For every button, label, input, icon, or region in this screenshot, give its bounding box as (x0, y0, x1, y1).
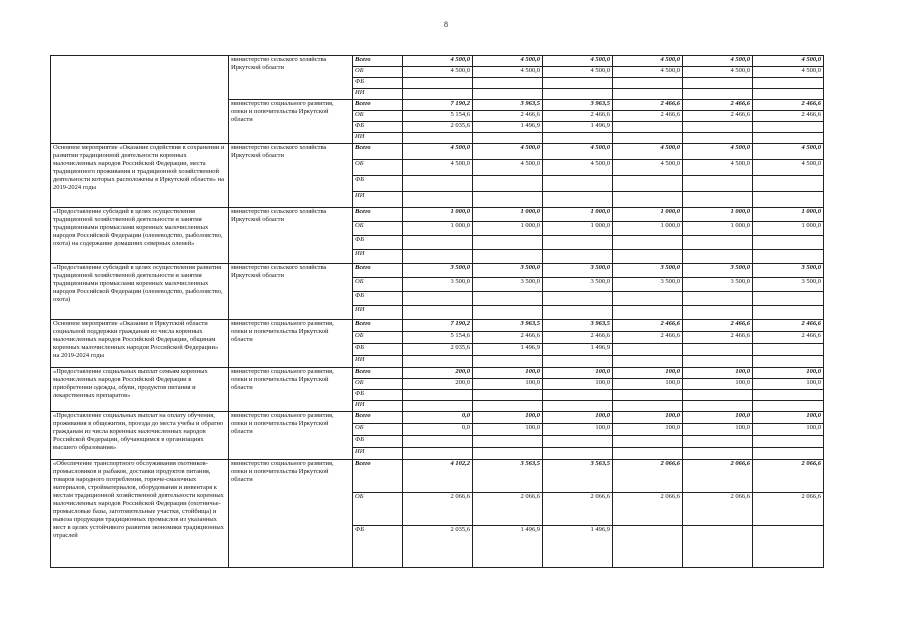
amount-cell: 2 066,6 (613, 460, 683, 493)
amount-cell: 2 466,6 (543, 111, 613, 122)
amount-cell: 0,0 (403, 412, 473, 424)
amount-cell (753, 344, 824, 356)
amount-cell: 1 000,0 (543, 222, 613, 236)
amount-cell: 2 035,6 (403, 122, 473, 133)
amount-cell: 1 000,0 (403, 222, 473, 236)
executor-cell: министерство сельского хозяйства Иркутской области (229, 208, 353, 264)
funding-source: Всего (353, 56, 403, 67)
amount-cell: 2 466,6 (543, 332, 613, 344)
executor-cell: министерство сельского хозяйства Иркутской области (229, 144, 353, 208)
amount-cell: 100,0 (613, 412, 683, 424)
amount-cell (683, 250, 753, 264)
amount-cell: 1 000,0 (543, 208, 613, 222)
amount-cell: 3 500,0 (753, 278, 824, 292)
funding-source: ФБ (353, 344, 403, 356)
amount-cell (683, 436, 753, 448)
amount-cell: 3 963,5 (543, 100, 613, 111)
amount-cell (543, 250, 613, 264)
budget-table (50, 55, 824, 568)
amount-cell: 5 154,6 (403, 332, 473, 344)
table-row (51, 208, 824, 222)
amount-cell (403, 448, 473, 460)
amount-cell (613, 436, 683, 448)
amount-cell: 4 500,0 (403, 56, 473, 67)
amount-cell: 2 466,6 (683, 111, 753, 122)
amount-cell (753, 250, 824, 264)
amount-cell: 100,0 (543, 379, 613, 390)
executor-cell: министерство сельского хозяйства Иркутской области (229, 264, 353, 320)
amount-cell (473, 89, 543, 100)
measure-name: Основное мероприятие «Оказание в Иркутской области социальной поддержки гражданам из числа коренных малочисленных народов Российской Федерации, общинам коренных малочисленных народов Российской Федерации» на 2019-2024 годы (51, 320, 229, 368)
funding-source: ФБ (353, 122, 403, 133)
amount-cell: 100,0 (543, 424, 613, 436)
amount-cell (403, 356, 473, 368)
amount-cell (613, 306, 683, 320)
amount-cell: 2 466,6 (683, 320, 753, 332)
amount-cell: 1 000,0 (403, 208, 473, 222)
funding-source: ОБ (353, 160, 403, 176)
amount-cell: 100,0 (473, 412, 543, 424)
amount-cell: 2 466,6 (613, 320, 683, 332)
amount-cell: 100,0 (613, 424, 683, 436)
amount-cell (753, 401, 824, 412)
amount-cell: 4 500,0 (403, 160, 473, 176)
amount-cell: 100,0 (613, 368, 683, 379)
amount-cell (403, 401, 473, 412)
amount-cell: 4 500,0 (613, 67, 683, 78)
executor-cell: министерство социального развития, опеки и попечительства Иркутской области (229, 368, 353, 412)
amount-cell (753, 436, 824, 448)
amount-cell: 1 000,0 (473, 222, 543, 236)
amount-cell (613, 250, 683, 264)
amount-cell: 3 963,5 (543, 320, 613, 332)
amount-cell: 4 500,0 (753, 56, 824, 67)
amount-cell: 2 066,6 (473, 493, 543, 526)
amount-cell (613, 192, 683, 208)
amount-cell (473, 192, 543, 208)
amount-cell (683, 344, 753, 356)
amount-cell (473, 436, 543, 448)
funding-source: ФБ (353, 176, 403, 192)
amount-cell (683, 306, 753, 320)
amount-cell: 2 466,6 (753, 100, 824, 111)
amount-cell: 3 500,0 (543, 278, 613, 292)
amount-cell: 2 466,6 (473, 332, 543, 344)
amount-cell (543, 176, 613, 192)
amount-cell: 2 466,6 (613, 332, 683, 344)
table-row (51, 412, 824, 424)
amount-cell (473, 292, 543, 306)
amount-cell (403, 250, 473, 264)
amount-cell: 3 563,5 (543, 460, 613, 493)
amount-cell (613, 78, 683, 89)
amount-cell: 2 466,6 (683, 332, 753, 344)
amount-cell (473, 356, 543, 368)
table-row (51, 460, 824, 493)
amount-cell: 4 500,0 (403, 144, 473, 160)
amount-cell (683, 356, 753, 368)
amount-cell (613, 448, 683, 460)
amount-cell (683, 526, 753, 568)
amount-cell: 2 466,6 (753, 111, 824, 122)
funding-source: Всего (353, 412, 403, 424)
funding-source: Всего (353, 460, 403, 493)
amount-cell (753, 526, 824, 568)
amount-cell (613, 526, 683, 568)
amount-cell: 100,0 (683, 412, 753, 424)
amount-cell (753, 89, 824, 100)
funding-source: Всего (353, 208, 403, 222)
amount-cell (613, 236, 683, 250)
funding-source: ФБ (353, 390, 403, 401)
amount-cell: 7 190,2 (403, 320, 473, 332)
funding-source: Всего (353, 144, 403, 160)
amount-cell: 1 000,0 (473, 208, 543, 222)
funding-source: ОБ (353, 379, 403, 390)
amount-cell: 1 000,0 (613, 222, 683, 236)
amount-cell (473, 176, 543, 192)
amount-cell (473, 133, 543, 144)
amount-cell: 100,0 (613, 379, 683, 390)
amount-cell (683, 176, 753, 192)
amount-cell: 2 466,6 (683, 100, 753, 111)
amount-cell (543, 236, 613, 250)
amount-cell (753, 122, 824, 133)
funding-source: ОБ (353, 493, 403, 526)
funding-source: ОБ (353, 424, 403, 436)
measure-name: «Предоставление социальных выплат на оплату обучения, проживания в общежитии, проезда до места учебы и обратно гражданам из числа коренных малочисленных народов Российской Федерации, обучающимся в организациях высшего образования» (51, 412, 229, 460)
amount-cell (473, 306, 543, 320)
measure-name (51, 56, 229, 144)
amount-cell (403, 133, 473, 144)
amount-cell (613, 122, 683, 133)
amount-cell (683, 89, 753, 100)
amount-cell (613, 89, 683, 100)
amount-cell (683, 122, 753, 133)
amount-cell (543, 192, 613, 208)
amount-cell: 100,0 (543, 412, 613, 424)
amount-cell (613, 390, 683, 401)
funding-source: ФБ (353, 78, 403, 89)
executor-cell: министерство сельского хозяйства Иркутской области (229, 56, 353, 100)
funding-source: ИИ (353, 401, 403, 412)
amount-cell: 2 466,6 (753, 320, 824, 332)
funding-source: ФБ (353, 236, 403, 250)
table-row (51, 368, 824, 379)
amount-cell: 4 500,0 (753, 67, 824, 78)
funding-source: ОБ (353, 332, 403, 344)
amount-cell (473, 401, 543, 412)
amount-cell: 2 035,6 (403, 344, 473, 356)
executor-cell: министерство социального развития, опеки и попечительства Иркутской области (229, 412, 353, 460)
amount-cell: 100,0 (473, 368, 543, 379)
amount-cell: 200,0 (403, 368, 473, 379)
amount-cell (753, 356, 824, 368)
amount-cell (613, 401, 683, 412)
amount-cell: 3 500,0 (613, 264, 683, 278)
amount-cell: 2 066,6 (613, 493, 683, 526)
amount-cell: 3 500,0 (683, 278, 753, 292)
amount-cell (543, 89, 613, 100)
amount-cell: 2 066,6 (753, 493, 824, 526)
amount-cell: 4 500,0 (473, 144, 543, 160)
funding-source: ИИ (353, 250, 403, 264)
amount-cell (403, 78, 473, 89)
amount-cell (753, 292, 824, 306)
amount-cell: 4 500,0 (613, 160, 683, 176)
amount-cell (403, 306, 473, 320)
amount-cell (543, 436, 613, 448)
funding-source: ИИ (353, 133, 403, 144)
funding-source: ОБ (353, 67, 403, 78)
amount-cell (473, 250, 543, 264)
funding-source: ИИ (353, 448, 403, 460)
amount-cell (613, 133, 683, 144)
amount-cell (543, 448, 613, 460)
amount-cell (543, 78, 613, 89)
amount-cell: 1 496,9 (543, 344, 613, 356)
amount-cell: 100,0 (753, 424, 824, 436)
funding-source: Всего (353, 320, 403, 332)
measure-name: «Предоставление субсидий в целях осуществления традиционной хозяйственной деятельности и занятия традиционными промыслами коренных малочисленных народов Российской Федерации (оленеводство, рыболовство, охота) на содержание домашних северных оленей» (51, 208, 229, 264)
funding-source: Всего (353, 264, 403, 278)
amount-cell: 4 500,0 (403, 67, 473, 78)
amount-cell (753, 176, 824, 192)
amount-cell: 100,0 (753, 412, 824, 424)
executor-cell: министерство социального развития, опеки и попечительства Иркутской области (229, 320, 353, 368)
amount-cell (683, 78, 753, 89)
amount-cell: 2 466,6 (613, 111, 683, 122)
amount-cell: 2 066,6 (543, 493, 613, 526)
amount-cell: 4 500,0 (683, 67, 753, 78)
funding-source: ФБ (353, 526, 403, 568)
funding-source: ОБ (353, 111, 403, 122)
measure-name: «Предоставление социальных выплат семьям коренных малочисленных народов Российской Федерации в приобретении одежды, обуви, продуктов питания и лекарственных препаратов» (51, 368, 229, 412)
amount-cell (403, 236, 473, 250)
amount-cell: 1 000,0 (753, 222, 824, 236)
funding-source: ФБ (353, 436, 403, 448)
amount-cell: 1 496,9 (473, 344, 543, 356)
amount-cell (403, 192, 473, 208)
amount-cell (403, 89, 473, 100)
amount-cell (753, 390, 824, 401)
amount-cell: 4 500,0 (753, 144, 824, 160)
amount-cell: 4 500,0 (753, 160, 824, 176)
amount-cell: 1 496,9 (543, 122, 613, 133)
amount-cell (543, 292, 613, 306)
amount-cell: 1 000,0 (613, 208, 683, 222)
amount-cell: 2 466,6 (613, 100, 683, 111)
funding-source: ИИ (353, 356, 403, 368)
amount-cell (543, 306, 613, 320)
amount-cell (543, 356, 613, 368)
measure-name: «Предоставление субсидий в целях осуществления развития традиционной хозяйственной деятельности и занятия традиционными промыслами коренных малочисленных народов Российской Федерации (оленеводство, рыболовство, охота) (51, 264, 229, 320)
amount-cell (753, 192, 824, 208)
amount-cell: 2 035,6 (403, 526, 473, 568)
amount-cell: 1 496,9 (543, 526, 613, 568)
amount-cell (543, 390, 613, 401)
amount-cell (473, 390, 543, 401)
amount-cell: 4 102,2 (403, 460, 473, 493)
amount-cell (543, 133, 613, 144)
funding-source: ИИ (353, 89, 403, 100)
amount-cell (683, 292, 753, 306)
amount-cell: 2 066,6 (403, 493, 473, 526)
funding-source: ОБ (353, 278, 403, 292)
amount-cell (753, 236, 824, 250)
funding-source: ФБ (353, 292, 403, 306)
funding-source: ИИ (353, 306, 403, 320)
amount-cell: 4 500,0 (543, 144, 613, 160)
amount-cell (683, 448, 753, 460)
amount-cell: 100,0 (683, 379, 753, 390)
amount-cell: 7 190,2 (403, 100, 473, 111)
amount-cell: 100,0 (473, 424, 543, 436)
table-row (51, 320, 824, 332)
amount-cell: 3 500,0 (683, 264, 753, 278)
amount-cell (403, 390, 473, 401)
table-row (51, 56, 824, 67)
amount-cell (473, 448, 543, 460)
amount-cell: 1 000,0 (753, 208, 824, 222)
funding-source: Всего (353, 368, 403, 379)
amount-cell: 3 500,0 (753, 264, 824, 278)
amount-cell: 2 466,6 (753, 332, 824, 344)
amount-cell (613, 344, 683, 356)
amount-cell (473, 236, 543, 250)
table-row (51, 144, 824, 160)
funding-source: Всего (353, 100, 403, 111)
amount-cell (473, 78, 543, 89)
amount-cell (403, 292, 473, 306)
amount-cell: 4 500,0 (543, 56, 613, 67)
amount-cell: 200,0 (403, 379, 473, 390)
amount-cell: 1 000,0 (683, 222, 753, 236)
amount-cell (753, 78, 824, 89)
amount-cell (543, 401, 613, 412)
amount-cell: 3 500,0 (543, 264, 613, 278)
amount-cell (403, 176, 473, 192)
amount-cell: 1 496,9 (473, 122, 543, 133)
page-number: 8 (444, 20, 448, 29)
amount-cell: 4 500,0 (473, 160, 543, 176)
amount-cell: 100,0 (473, 379, 543, 390)
measure-name: Основное мероприятие «Оказание содействия в сохранении и развитии традиционной деятельности коренных малочисленных народов Российской Федерации, места традиционного проживания и традиционной хозяйственной деятельности которых расположены в Иркутской области» на 2019-2024 годы (51, 144, 229, 208)
table-row (51, 264, 824, 278)
amount-cell (683, 236, 753, 250)
amount-cell: 4 500,0 (473, 67, 543, 78)
amount-cell: 4 500,0 (613, 144, 683, 160)
executor-cell: министерство социального развития, опеки и попечительства Иркутской области (229, 100, 353, 144)
amount-cell: 3 500,0 (473, 264, 543, 278)
amount-cell (753, 306, 824, 320)
amount-cell: 4 500,0 (683, 144, 753, 160)
funding-source: ОБ (353, 222, 403, 236)
measure-name: «Обеспечение транспортного обслуживания охотников-промысловиков и рыбаков, доставки продуктов питания, товаров народного потребления, горюче-смазочных материалов, стройматериалов, оборудования и инвентаря к местам традиционной хозяйственной деятельности коренных малочисленных народов Российской Федерации (охотничье-промысловые базы, заготовительные участки, стойбища) и вывоза продукции традиционных промыслов из указанных мест в целях устойчивого развития экономики традиционных отраслей (51, 460, 229, 568)
amount-cell: 3 563,5 (473, 460, 543, 493)
amount-cell (683, 192, 753, 208)
amount-cell: 100,0 (543, 368, 613, 379)
amount-cell: 4 500,0 (543, 160, 613, 176)
amount-cell: 2 066,6 (683, 460, 753, 493)
amount-cell: 3 500,0 (403, 278, 473, 292)
amount-cell: 100,0 (753, 379, 824, 390)
amount-cell: 100,0 (683, 424, 753, 436)
amount-cell (683, 390, 753, 401)
amount-cell: 4 500,0 (473, 56, 543, 67)
amount-cell: 3 963,5 (473, 100, 543, 111)
amount-cell (753, 133, 824, 144)
amount-cell: 1 000,0 (683, 208, 753, 222)
amount-cell: 2 066,6 (683, 493, 753, 526)
amount-cell: 4 500,0 (543, 67, 613, 78)
amount-cell (753, 448, 824, 460)
amount-cell (613, 176, 683, 192)
amount-cell (613, 356, 683, 368)
amount-cell: 3 500,0 (473, 278, 543, 292)
amount-cell: 4 500,0 (613, 56, 683, 67)
amount-cell (683, 401, 753, 412)
amount-cell: 3 500,0 (403, 264, 473, 278)
amount-cell: 1 496,9 (473, 526, 543, 568)
amount-cell (683, 133, 753, 144)
amount-cell: 3 963,5 (473, 320, 543, 332)
amount-cell: 4 500,0 (683, 56, 753, 67)
amount-cell: 5 154,6 (403, 111, 473, 122)
executor-cell: министерство социального развития, опеки и попечительства Иркутской области (229, 460, 353, 568)
amount-cell: 3 500,0 (613, 278, 683, 292)
amount-cell: 100,0 (683, 368, 753, 379)
amount-cell: 2 466,6 (473, 111, 543, 122)
amount-cell: 100,0 (753, 368, 824, 379)
funding-source: ИИ (353, 192, 403, 208)
amount-cell: 2 066,6 (753, 460, 824, 493)
amount-cell: 0,0 (403, 424, 473, 436)
amount-cell (613, 292, 683, 306)
amount-cell (403, 436, 473, 448)
amount-cell: 4 500,0 (683, 160, 753, 176)
